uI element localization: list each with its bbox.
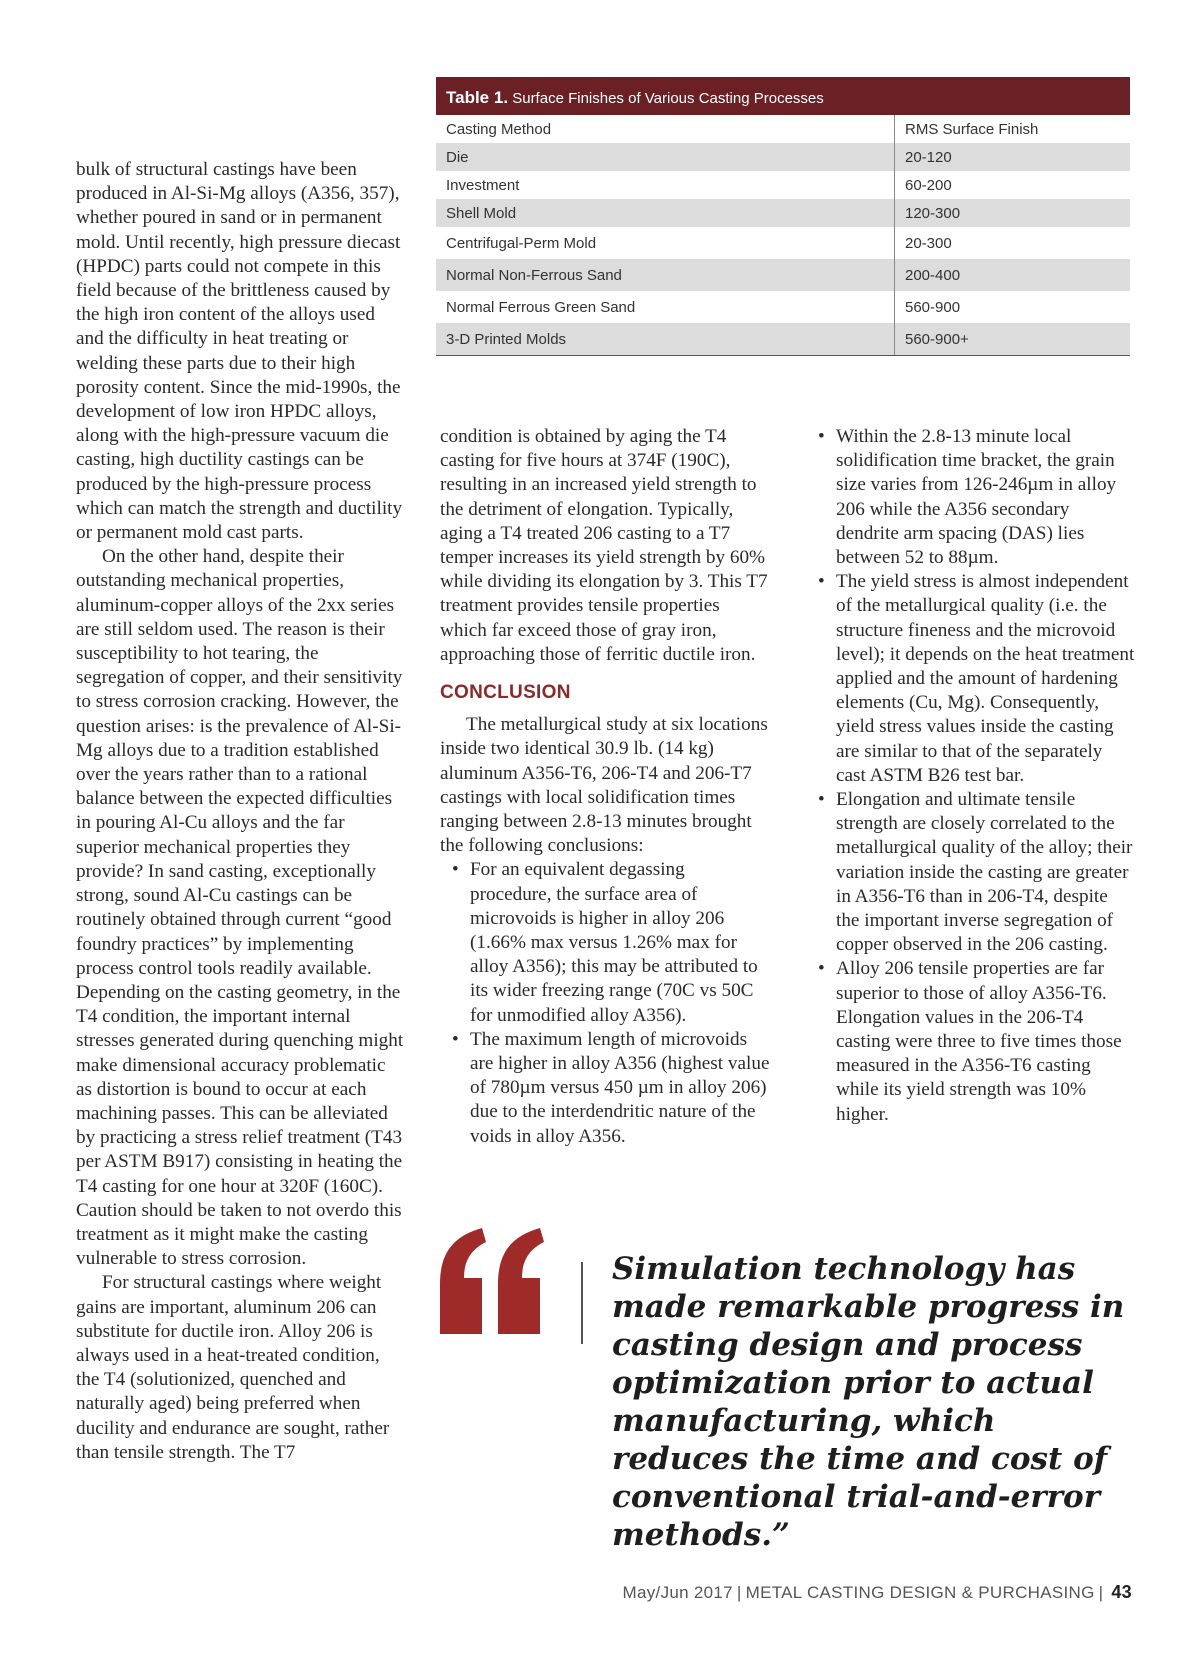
article-column-3 <box>818 425 1136 1127</box>
table-row <box>436 259 1130 291</box>
table-cell: Shell Mold <box>436 199 895 227</box>
list-item <box>818 957 1136 1126</box>
table-cell: 560-900+ <box>895 323 1131 356</box>
conclusion-list <box>440 858 770 1148</box>
list-item <box>818 425 1136 570</box>
list-item-text: Elongation and ultimate tensile strength are closely correlated to the metallurgical quality of the alloy; their variation inside the casting are greater in A356-T6 than in 206-T4, despite the important inverse segregation of copper observed in the 206 casting. <box>836 789 1133 956</box>
section-heading: CONCLUSION <box>440 682 571 704</box>
table-title-bar <box>436 77 1130 115</box>
pull-quote: Simulation technology has made remarkable progress in casting design and process optimization prior to actual manufacturing, which reduces the time and cost of conventional trial-and-error methods.” <box>612 1251 1125 1553</box>
body-paragraph: condition is obtained by aging the T4 casting for five hours at 374F (190C), resulting in an increased yield strength to the detriment of elongation. Typically, aging a T4 treated 206 casting to a T7 temper increases its yield strength by 60% while dividing its elongation by 3. This T7 treatment provides tensile properties which far exceed those of gray iron, approaching those of ferritic ductile iron. <box>440 426 768 665</box>
list-item-text: The maximum length of microvoids are higher in alloy A356 (highest value of 780µm versus 450 µm in alloy 206) due to the interdendritic nature of the voids in alloy A356. <box>470 1028 770 1147</box>
table-cell: 20-120 <box>895 143 1131 171</box>
list-item-text: Alloy 206 tensile properties are far superior to those of alloy A356-T6. Elongation values in the 206-T4 casting were three to five times those measured in the A356-T6 casting while its yield strength was 10% higher. <box>836 958 1122 1125</box>
table-row <box>436 171 1130 199</box>
list-item-text: Within the 2.8-13 minute local solidification time bracket, the grain size varies from 126-246µm in alloy 206 while the A356 secondary dendrite arm spacing (DAS) lies between 52 to 88µm. <box>836 426 1117 569</box>
quote-mark-glyph <box>432 1222 552 1342</box>
table-header-cell: RMS Surface Finish <box>905 120 1039 138</box>
body-paragraph: On the other hand, despite their outstanding mechanical properties, aluminum-copper alloys of the 2xx series are still seldom used. The reason is their susceptibility to hot tearing, the segregation of copper, and their sensitivity to stress corrosion cracking. However, the question arises: is the prevalence of Al-Si-Mg alloys due to a tradition established over the years rather than to a rational balance between the expected difficulties in pouring Al-Cu alloys and the far superior mechanical properties they provide? In sand casting, exceptionally strong, sound Al-Cu castings can be routinely obtained through current “good foundry practices” by implementing process control tools readily available. Depending on the casting geometry, in the T4 condition, the important internal stresses generated during quenching might make dimensional accuracy problematic as distortion is bound to occur at each machining passes. This can be alleviated by practicing a stress relief treatment (T43 per ASTM B917) consisting in heating the T4 casting for one hour at 320F (160C). Caution should be taken to not overdo this treatment as it might make the casting vulnerable to stress corrosion. <box>76 546 404 1270</box>
bullet-icon: • <box>452 1028 459 1050</box>
table-header-cell: Casting Method <box>436 115 895 143</box>
article-column-1 <box>76 158 404 1465</box>
list-item <box>440 858 770 1027</box>
table-cell: 60-200 <box>905 176 952 194</box>
table-row <box>436 291 1130 323</box>
table-row <box>436 227 1130 259</box>
table-cell: 20-300 <box>905 234 952 252</box>
table-row <box>436 323 1130 356</box>
table-row <box>436 199 1130 227</box>
list-item <box>440 1028 770 1149</box>
table-cell: 3-D Printed Molds <box>436 323 895 356</box>
table-body <box>436 115 1130 356</box>
quote-divider <box>581 1262 583 1344</box>
table-header-row <box>436 115 1130 143</box>
table-label: Table 1. <box>446 88 509 107</box>
table-cell: 560-900 <box>905 298 961 316</box>
bullet-icon: • <box>452 859 459 881</box>
table-cell: 120-300 <box>895 199 1131 227</box>
bullet-icon: • <box>818 789 825 811</box>
list-item <box>818 788 1136 957</box>
table-title: Surface Finishes of Various Casting Processes <box>512 90 824 107</box>
table-cell: 200-400 <box>895 259 1131 291</box>
bullet-icon: • <box>818 958 825 980</box>
table-cell: Investment <box>436 171 895 199</box>
table-cell: Normal Ferrous Green Sand <box>436 291 895 323</box>
bullet-icon: • <box>818 426 825 447</box>
list-item <box>818 570 1136 788</box>
surface-finish-table <box>436 77 1130 356</box>
table-cell: Die <box>436 143 895 171</box>
page-number: 43 <box>1111 1582 1132 1602</box>
page-footer: May/Jun 2017 | METAL CASTING DESIGN & PURCHASING | 43 <box>622 1582 1132 1602</box>
table-cell: Normal Non-Ferrous Sand <box>436 259 895 291</box>
publication-name: METAL CASTING DESIGN & PURCHASING <box>745 1583 1095 1602</box>
quote-mark-icon <box>432 1222 552 1342</box>
article-column-2 <box>440 425 770 1149</box>
bullet-icon: • <box>818 571 825 593</box>
list-item-text: For an equivalent degassing procedure, the surface area of microvoids is higher in alloy 206 (1.66% max versus 1.26% max for alloy A356); this may be attributed to its wider freezing range (70C vs 50C for unmodified alloy A356). <box>470 859 758 1026</box>
body-paragraph: For structural castings where weight gains are important, aluminum 206 can substitute for ductile iron. Alloy 206 is always used in a heat-treated condition, the T4 (solutionized, quenched and naturally aged) being preferred when ducility and endurance are sought, rather than tensile strength. The T7 <box>76 1272 390 1463</box>
table-cell: Centrifugal-Perm Mold <box>436 227 895 259</box>
issue-date: May/Jun 2017 <box>622 1583 733 1602</box>
list-item-text: The yield stress is almost independent of the metallurgical quality (i.e. the structure fineness and the microvoid level); it depends on the heat treatment applied and the amount of hardening elements (Cu, Mg). Consequently, yield stress values inside the casting are similar to that of the separately cast ASTM B26 test bar. <box>836 571 1135 786</box>
conclusion-list-continued <box>818 425 1136 1127</box>
body-paragraph: The metallurgical study at six locations inside two identical 30.9 lb. (14 kg) aluminum A356-T6, 206-T4 and 206-T7 castings with local solidification times ranging between 2.8-13 minutes brought the following conclusions: <box>440 714 768 857</box>
body-paragraph: bulk of structural castings have been produced in Al-Si-Mg alloys (A356, 357), whether poured in sand or in permanent mold. Until recently, high pressure diecast (HPDC) parts could not compete in this field because of the brittleness caused by the high iron content of the alloys used and the difficulty in heat treating or welding these parts due to their high porosity content. Since the mid-1990s, the development of low iron HPDC alloys, along with the high-pressure vacuum die casting, high ductility castings can be produced by the high-pressure process which can match the strength and ductility or permanent mold cast parts. <box>76 159 403 544</box>
table-row <box>436 143 1130 171</box>
